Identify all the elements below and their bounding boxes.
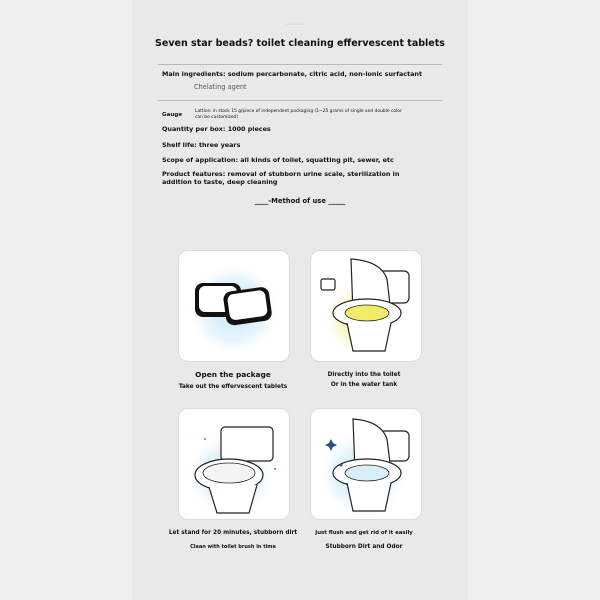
gauge-line-2: can be customized) [195, 114, 239, 120]
product-title: Seven star beads? toilet cleaning effervescent tablets [155, 38, 445, 49]
product-features-line-1: Product features: removal of stubborn urine scale, sterilization in [162, 170, 400, 178]
step-4-subtitle: Stubborn Dirt and Odor [325, 544, 403, 550]
step-3-card [178, 408, 290, 520]
main-ingredients-text: Main ingredients: sodium percarbonate, citric acid, non-ionic surfactant [162, 70, 423, 78]
step-3-subtitle: Clean with toilet brush in time [190, 544, 276, 550]
step-2-subtitle: Or in the water tank [330, 382, 398, 388]
step-4-title: Just flush and get rid of it easily [315, 530, 413, 536]
clean-toilet-sparkle-icon [311, 409, 421, 519]
step-2-card [310, 250, 422, 362]
chelating-agent-text: Chelating agent [194, 83, 247, 91]
step-3-title: Let stand for 20 minutes, stubborn dirt [168, 530, 298, 536]
gauge-label: Gauge [162, 112, 183, 118]
gauge-line-1: Lattice: in stock 15 g/piece of independent packaging (1~25 grams of single and double color [195, 109, 402, 114]
closed-toilet-icon [179, 409, 289, 519]
shelf-life: Shelf life: three years [162, 141, 241, 149]
step-1-subtitle: Take out the effervescent tablets [178, 384, 288, 390]
left-margin-band [0, 0, 132, 600]
scope-of-application: Scope of application: all kinds of toilet, squatting pit, sewer, etc [162, 156, 394, 164]
top-mark: •••••••• [286, 22, 305, 26]
effervescent-tablets-icon [179, 251, 289, 361]
divider-bottom [158, 100, 442, 101]
quantity-per-box: Quantity per box: 1000 pieces [162, 125, 271, 133]
step-2-title: Directly into the toilet [327, 372, 401, 378]
method-of-use-heading: ____-Method of use _____ [254, 197, 346, 205]
right-margin-band [468, 0, 600, 600]
product-features-line-2: addition to taste, deep cleaning [162, 178, 278, 186]
toilet-with-tablet-icon [311, 251, 421, 361]
step-1-title: Open the package [195, 370, 271, 379]
step-1-card [178, 250, 290, 362]
divider-top [158, 64, 442, 65]
step-4-card [310, 408, 422, 520]
